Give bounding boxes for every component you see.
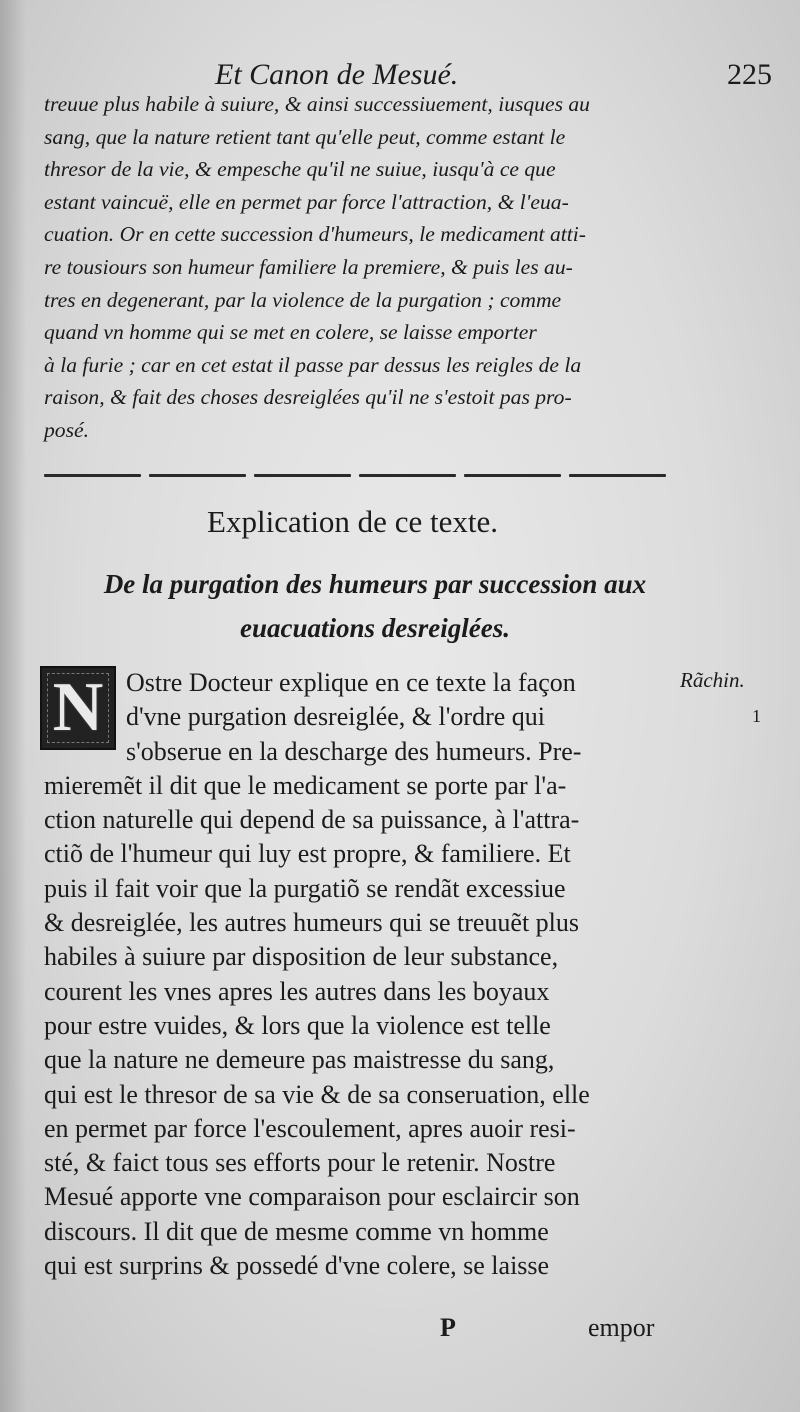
body-line: discours. Il dit que de mesme comme vn homme bbox=[44, 1216, 549, 1246]
body-line: puis il fait voir que la purgatiõ se rendãt excessiue bbox=[44, 873, 566, 903]
page-number: 225 bbox=[727, 58, 772, 91]
margin-note: Rãchin. bbox=[680, 668, 745, 692]
dropcap-letter: N bbox=[52, 669, 104, 746]
divider-segment bbox=[359, 474, 456, 477]
italic-line: raison, & fait des choses desreiglées qu'il ne s'estoit pas pro- bbox=[44, 385, 572, 410]
subheading-line: De la purgation des humeurs par succession aux bbox=[103, 569, 647, 599]
body-line: sté, & faict tous ses efforts pour le retenir. Nostre bbox=[44, 1148, 556, 1178]
body-line: mieremẽt il dit que le medicament se porte par l'a- bbox=[44, 770, 567, 800]
section-subheading bbox=[40, 562, 710, 650]
body-line: que la nature ne demeure pas maistresse du sang, bbox=[44, 1045, 555, 1075]
margin-number: 1 bbox=[752, 706, 761, 726]
italic-line: cuation. Or en cette succession d'humeurs, le medicament atti- bbox=[44, 222, 586, 247]
italic-line: sang, que la nature retient tant qu'elle peut, comme estant le bbox=[44, 124, 566, 149]
body-line: Ostre Docteur explique en ce texte la façon bbox=[126, 668, 576, 697]
italic-line: re tousiours son humeur familiere la premiere, & puis les au- bbox=[44, 254, 573, 279]
divider-segment bbox=[569, 474, 666, 477]
italic-line: thresor de la vie, & empesche qu'il ne suiue, iusqu'à ce que bbox=[44, 157, 556, 182]
body-line: qui est le thresor de sa vie & de sa conseruation, elle bbox=[44, 1079, 590, 1109]
section-divider bbox=[44, 474, 666, 480]
body-line: en permet par force l'escoulement, apres auoir resi- bbox=[44, 1113, 576, 1143]
body-line: s'obserue en la descharge des humeurs. Pre- bbox=[126, 736, 582, 766]
body-line: ctiõ de l'humeur qui luy est propre, & familiere. Et bbox=[44, 839, 571, 869]
italic-line: à la furie ; car en cet estat il passe par dessus les reigles de la bbox=[44, 352, 582, 377]
body-line: qui est surprins & possedé d'vne colere, se laisse bbox=[44, 1251, 550, 1281]
subheading-line: euacuations desreiglées. bbox=[240, 613, 510, 643]
signature-mark: P bbox=[440, 1313, 456, 1342]
catchword: empor bbox=[588, 1313, 655, 1342]
body-line: courent les vnes apres les autres dans les boyaux bbox=[44, 976, 550, 1006]
italic-line: quand vn homme qui se met en colere, se laisse emporter bbox=[44, 320, 537, 345]
body-line: d'vne purgation desreiglée, & l'ordre qui bbox=[126, 702, 545, 732]
divider-segment bbox=[464, 474, 561, 477]
section-title: Explication de ce texte. bbox=[207, 504, 498, 539]
body-line: pour estre vuides, & lors que la violence est telle bbox=[44, 1010, 551, 1040]
running-title: Et Canon de Mesué. bbox=[215, 58, 459, 91]
body-text-block bbox=[44, 666, 674, 1283]
italic-text-block bbox=[44, 88, 674, 447]
italic-line: tres en degenerant, par la violence de la purgation ; comme bbox=[44, 287, 562, 312]
italic-line: treuue plus habile à suiure, & ainsi successiuement, iusques au bbox=[44, 92, 590, 116]
divider-segment bbox=[254, 474, 351, 477]
body-line: habiles à suiure par disposition de leur substance, bbox=[44, 942, 559, 972]
body-line: Mesué apporte vne comparaison pour esclaircir son bbox=[44, 1182, 580, 1212]
divider-segment bbox=[149, 474, 246, 477]
italic-line: estant vaincuë, elle en permet par force l'attraction, & l'eua- bbox=[44, 189, 569, 214]
body-line: & desreiglée, les autres humeurs qui se treuuẽt plus bbox=[44, 908, 580, 938]
italic-line: posé. bbox=[44, 417, 89, 442]
divider-segment bbox=[44, 474, 141, 477]
page-edge-shadow bbox=[0, 0, 26, 1412]
body-line: ction naturelle qui depend de sa puissance, à l'attra- bbox=[44, 805, 580, 835]
